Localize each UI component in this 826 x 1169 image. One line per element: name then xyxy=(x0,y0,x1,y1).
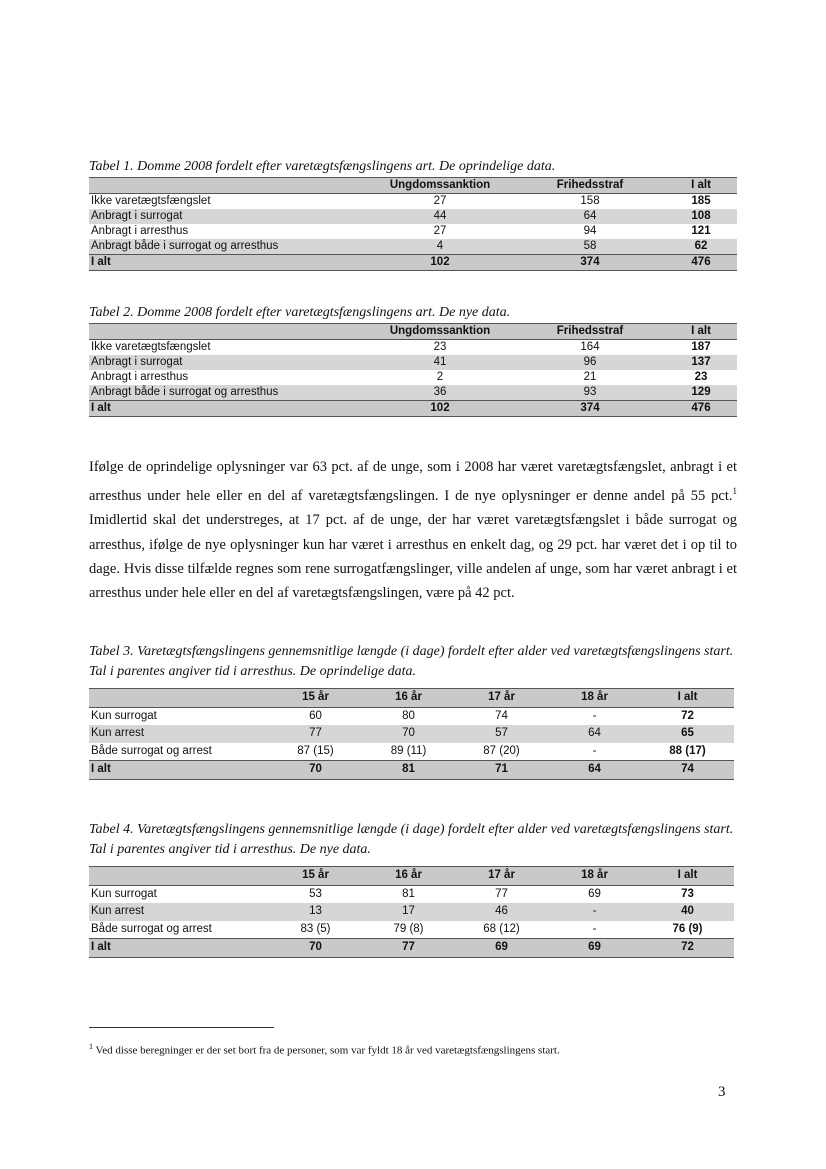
table-cell: 87 (15) xyxy=(297,744,334,757)
table-cell: 36 xyxy=(365,385,515,401)
table-cell: 13 xyxy=(269,903,362,921)
table-cell: 65 xyxy=(641,725,734,743)
table-cell: 74 xyxy=(495,709,508,722)
table2 xyxy=(89,323,737,417)
footnote xyxy=(89,1040,729,1058)
table4-caption: Tabel 4. Varetægtsfængslingens gennemsnitlige længde (i dage) fordelt efter alder ved varetægtsfængslingens start. Tal i parentes angiver tid i arresthus. De nye data. xyxy=(89,822,734,857)
table-cell: 72 xyxy=(641,939,734,958)
column-header: 18 år xyxy=(548,689,641,708)
table-cell: - xyxy=(592,744,597,757)
table-cell: 77 xyxy=(269,725,362,743)
table-row xyxy=(89,239,737,255)
column-header: 15 år xyxy=(269,689,362,708)
table-cell: 89 (11) xyxy=(390,744,427,757)
column-header: 16 år xyxy=(362,867,455,886)
table-cell: 93 xyxy=(515,385,665,401)
table-header-row xyxy=(89,689,734,708)
row-label: Kun arrest xyxy=(89,725,269,743)
column-header: Ungdomssanktion xyxy=(365,178,515,194)
table-cell: 70 xyxy=(269,939,362,958)
table-cell: 70 xyxy=(362,725,455,743)
table-cell: 158 xyxy=(580,195,600,207)
table-cell: 81 xyxy=(402,887,415,900)
column-header: I alt xyxy=(641,689,734,708)
column-header xyxy=(89,867,269,886)
table-cell: 476 xyxy=(665,255,737,271)
paragraph-text-a: Ifølge de oprindelige oplysninger var 63 pct. af de unge, som i 2008 har været varetægtsfængslet, anbragt i et arresthus under hele eller en del af varetægtsfængslingen. I de nye oplysninger er denne andel på 55 pct. xyxy=(89,459,737,505)
row-label: Anbragt både i surrogat og arresthus xyxy=(89,385,365,401)
column-header xyxy=(89,324,365,340)
body-paragraph xyxy=(89,455,737,606)
table-cell: - xyxy=(592,709,597,722)
column-header: Ungdomssanktion xyxy=(365,324,515,340)
row-label: I alt xyxy=(89,761,269,780)
paragraph-text-b: Imidlertid skal det understreges, at 17 pct. af de unge, der har været varetægtsfængslet i både surrogat og arresthus, ifølge de nye oplysninger kun har været i arresthus en enkelt dag, og 29 pct. har været det i op til to dage. Hvis disse tilfælde regnes som rene surrogatfængslinger, ville andelen af unge, som har været anbragt i et arresthus under hele eller en del af varetægtsfængslingen, være på 42 pct. xyxy=(89,512,737,602)
table-cell: 23 xyxy=(433,341,447,353)
row-label: Ikke varetægtsfængslet xyxy=(91,341,211,353)
table-cell: 80 xyxy=(402,709,415,722)
table-row xyxy=(89,921,734,939)
table-cell: - xyxy=(592,922,597,935)
table-cell: 60 xyxy=(309,709,322,722)
table-cell: 69 xyxy=(588,887,601,900)
table-cell: 374 xyxy=(515,401,665,417)
table-row xyxy=(89,401,737,417)
row-label: Anbragt både i surrogat og arresthus xyxy=(89,239,365,255)
column-header: I alt xyxy=(665,178,737,194)
column-header: 16 år xyxy=(362,689,455,708)
table-row xyxy=(89,224,737,239)
table4 xyxy=(89,866,734,958)
table-cell: 185 xyxy=(691,195,711,207)
table-cell: 44 xyxy=(365,209,515,224)
row-label: Anbragt i arresthus xyxy=(91,225,189,237)
table-cell: 76 (9) xyxy=(672,922,703,935)
row-label: Ikke varetægtsfængslet xyxy=(91,195,211,207)
table-cell: 83 (5) xyxy=(300,922,331,935)
table-row xyxy=(89,355,737,370)
table-cell: 58 xyxy=(515,239,665,255)
column-header: 18 år xyxy=(548,867,641,886)
table-row xyxy=(89,903,734,921)
footnote-mark: 1 xyxy=(89,1042,93,1051)
table-cell: 102 xyxy=(365,401,515,417)
table-cell: - xyxy=(548,903,641,921)
table-cell: 374 xyxy=(515,255,665,271)
table-row xyxy=(89,194,737,210)
column-header xyxy=(89,178,365,194)
table-header-row xyxy=(89,178,737,194)
table-row xyxy=(89,340,737,356)
table-cell: 64 xyxy=(548,761,641,780)
table-cell: 27 xyxy=(433,195,447,207)
table-cell: 79 (8) xyxy=(393,922,424,935)
column-header: Frihedsstraf xyxy=(515,324,665,340)
row-label: Anbragt i surrogat xyxy=(89,355,365,370)
table-header-row xyxy=(89,324,737,340)
table-cell: 21 xyxy=(583,371,597,383)
table-row xyxy=(89,743,734,761)
table-row xyxy=(89,370,737,385)
table-cell: 71 xyxy=(455,761,548,780)
column-header: 17 år xyxy=(455,867,548,886)
table-cell: 69 xyxy=(455,939,548,958)
row-label: Både surrogat og arrest xyxy=(91,744,212,757)
table-cell: 88 (17) xyxy=(669,744,706,757)
table-cell: 77 xyxy=(362,939,455,958)
table-cell: 68 (12) xyxy=(483,922,520,935)
table-cell: 46 xyxy=(455,903,548,921)
table-cell: 476 xyxy=(665,401,737,417)
column-header: I alt xyxy=(641,867,734,886)
table-cell: 74 xyxy=(641,761,734,780)
column-header: 15 år xyxy=(269,867,362,886)
table-cell: 40 xyxy=(641,903,734,921)
table-row xyxy=(89,939,734,958)
row-label: I alt xyxy=(89,401,365,417)
page-number: 3 xyxy=(718,1084,726,1100)
table-cell: 102 xyxy=(365,255,515,271)
table3 xyxy=(89,688,734,780)
table1-caption: Tabel 1. Domme 2008 fordelt efter varetægtsfængslingens art. De oprindelige data. xyxy=(89,159,556,174)
table-cell: 187 xyxy=(691,341,711,353)
table-cell: 77 xyxy=(495,887,508,900)
table-cell: 164 xyxy=(580,341,600,353)
row-label: Anbragt i arresthus xyxy=(91,371,189,383)
table-cell: 41 xyxy=(365,355,515,370)
table-cell: 129 xyxy=(665,385,737,401)
footnote-text: Ved disse beregninger er der set bort fra de personer, som var fyldt 18 år ved varetægtsfængslingens start. xyxy=(93,1044,560,1057)
table3-caption: Tabel 3. Varetægtsfængslingens gennemsnitlige længde (i dage) fordelt efter alder ved varetægtsfængslingens start. Tal i parentes angiver tid i arresthus. De oprindelige data. xyxy=(89,644,734,679)
table-row xyxy=(89,725,734,743)
table-cell: 64 xyxy=(515,209,665,224)
table-cell: 2 xyxy=(436,371,444,383)
table-row xyxy=(89,209,737,224)
table-cell: 87 (20) xyxy=(483,744,520,757)
table-cell: 94 xyxy=(583,225,597,237)
row-label: Kun arrest xyxy=(89,903,269,921)
table-row xyxy=(89,385,737,401)
table-row xyxy=(89,885,734,903)
table-cell: 73 xyxy=(681,887,694,900)
column-header: Frihedsstraf xyxy=(515,178,665,194)
row-label: Anbragt i surrogat xyxy=(89,209,365,224)
table-cell: 27 xyxy=(433,225,447,237)
table-cell: 72 xyxy=(681,709,694,722)
column-header xyxy=(89,689,269,708)
table2-caption: Tabel 2. Domme 2008 fordelt efter varetægtsfængslingens art. De nye data. xyxy=(89,305,511,320)
table-cell: 70 xyxy=(269,761,362,780)
table-cell: 64 xyxy=(548,725,641,743)
table-cell: 81 xyxy=(362,761,455,780)
column-header: I alt xyxy=(665,324,737,340)
table-cell: 108 xyxy=(665,209,737,224)
table-cell: 53 xyxy=(309,887,322,900)
row-label: Kun surrogat xyxy=(91,887,157,900)
table-cell: 57 xyxy=(455,725,548,743)
table-cell: 137 xyxy=(665,355,737,370)
footnote-reference: 1 xyxy=(732,486,737,497)
table1 xyxy=(89,177,737,271)
table-cell: 23 xyxy=(694,371,708,383)
footnote-divider xyxy=(89,1027,274,1028)
row-label: Kun surrogat xyxy=(91,709,157,722)
table-cell: 17 xyxy=(362,903,455,921)
row-label: I alt xyxy=(89,255,365,271)
table-row xyxy=(89,707,734,725)
table-row xyxy=(89,761,734,780)
table-cell: 121 xyxy=(691,225,711,237)
row-label: I alt xyxy=(89,939,269,958)
table-cell: 4 xyxy=(365,239,515,255)
column-header: 17 år xyxy=(455,689,548,708)
row-label: Både surrogat og arrest xyxy=(91,922,212,935)
table-cell: 96 xyxy=(515,355,665,370)
table-cell: 69 xyxy=(548,939,641,958)
table-cell: 62 xyxy=(665,239,737,255)
table-row xyxy=(89,255,737,271)
table-header-row xyxy=(89,867,734,886)
